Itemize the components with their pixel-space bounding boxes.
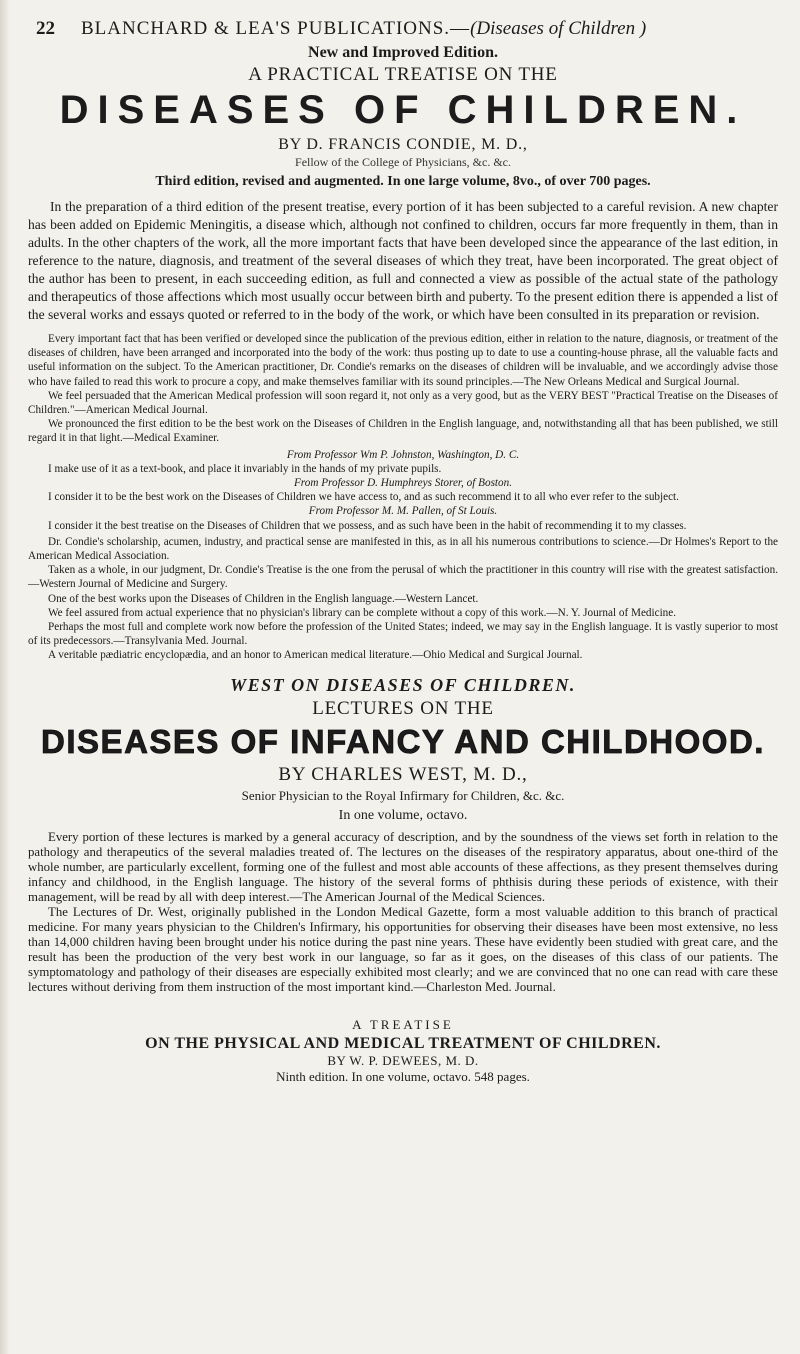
book1-title: DISEASES OF CHILDREN. (59, 88, 747, 132)
book2-title: DISEASES OF INFANCY AND CHILDHOOD. (41, 722, 765, 760)
review-source: From Professor M. M. Pallen, of St Louis. (308, 505, 498, 518)
review-paragraph: Taken as a whole, in our judgment, Dr. Condie's Treatise is the one from the perusal of which the practitioner in this country will rise with the greatest satisfaction.—Western Journal of Medicine and Surgery. (28, 564, 778, 591)
review-paragraph: I make use of it as a text-book, and place it invariably in the hands of my private pupils. (48, 462, 442, 475)
review-paragraph: We feel assured from actual experience that no physician's library can be complete without a copy of this work.—N. Y. Journal of Medicine. (48, 606, 677, 619)
book3-lead: A TREATISE (352, 1016, 454, 1032)
book1-affiliation: Fellow of the College of Physicians, &c. &c. (295, 155, 511, 169)
page-edge-shadow (0, 0, 10, 1354)
review-paragraph: Perhaps the most full and complete work now before the profession of the United States; indeed, we may say in the English language. It is vastly superior to most of its predecessors.—Transylvania Med. Journal. (28, 621, 778, 648)
west-advertisement (28, 675, 778, 995)
book2-lead: LECTURES ON THE (312, 697, 494, 719)
section-label: (Diseases of Children ) (470, 18, 647, 39)
book1-reviews (28, 332, 778, 663)
review-paragraph: Dr. Condie's scholarship, acumen, industry, and practical sense are manifested in this, as in all his numerous contributions to science.—Dr Holmes's Report to the American Medical Association. (28, 535, 778, 563)
review-paragraph: One of the best works upon the Diseases of Children in the English language.—Western Lancet. (48, 592, 479, 605)
book2-volume: In one volume, octavo. (338, 807, 468, 823)
page-number: 22 (36, 18, 55, 39)
condie-advertisement (28, 64, 778, 663)
edition-note: New and Improved Edition. (308, 44, 498, 61)
running-header (36, 18, 778, 40)
book3-author: BY W. P. DEWEES, M. D. (327, 1052, 479, 1068)
book1-edition-info: Third edition, revised and augmented. In one large volume, 8vo., of over 700 pages. (155, 174, 651, 189)
review-paragraph: Every portion of these lectures is marked by a general accuracy of description, and by the soundness of the views set forth in relation to the pathology and therapeutics of the several maladies treated of. The lectures on the diseases of the respiratory apparatus, about one-third of the whole number, are particularly excellent, forming one of the fullest and most able accounts of these affections, as they present themselves during infancy and childhood, in the English language. The history of the several forms of phthisis during these periods of existence, with their management, will be read by all with deep interest.—The American Journal of the Medical Sciences. (28, 829, 778, 904)
review-paragraph: I consider it the best treatise on the Diseases of Children that we possess, and as such have been in the habit of recommending it to my classes. (48, 519, 687, 532)
book3-edition-info: Ninth edition. In one volume, octavo. 548 pages. (276, 1068, 530, 1084)
publisher-line: BLANCHARD & LEA'S PUBLICATIONS.— (81, 18, 471, 39)
dewees-advertisement (28, 1017, 778, 1085)
book1-lead: A PRACTICAL TREATISE ON THE (248, 64, 558, 85)
book2-affiliation: Senior Physician to the Royal Infirmary for Children, &c. &c. (241, 787, 565, 803)
review-paragraph: We pronounced the first edition to be the best work on the Diseases of Children in the English language, and, notwithstanding all that has been published, we still regard it in that light.—Medical Examiner. (28, 418, 778, 445)
book2-author: BY CHARLES WEST, M. D., (278, 763, 528, 785)
book2-reviews (28, 830, 778, 995)
book1-author: BY D. FRANCIS CONDIE, M. D., (278, 136, 528, 153)
book2-section-heading: WEST ON DISEASES OF CHILDREN. (230, 674, 576, 695)
review-paragraph: We feel persuaded that the American Medical profession will soon regard it, not only as a very good, but as the VERY BEST "Practical Treatise on the Diseases of Children."—American Medical Journal. (28, 389, 778, 417)
book1-intro: In the preparation of a third edition of the present treatise, every portion of it has been subjected to a careful revision. A new chapter has been added on Epidemic Meningitis, a disease which, although not confined to children, occurs far more frequently in them, than in adults. In the other chapters of the work, all the more important facts that have been developed since the appearance of the last edition, in reference to the nature, diagnosis, and treatment of the several diseases of which they treat, have been incorporated. The great object of the author has been to present, in each succeeding edition, as full and connected a view as possible of the actual state of the pathology and therapeutics of those affections which most usually occur between birth and puberty. To the present edition there is appended a list of the several works and essays quoted or referred to in the body of the work, or which have been consulted in its preparation or revision. (28, 199, 778, 322)
review-paragraph: I consider it to be the best work on the Diseases of Children we have access to, and as such recommend it to all who ever refer to the subject. (48, 491, 679, 504)
book3-title: ON THE PHYSICAL AND MEDICAL TREATMENT OF CHILDREN. (145, 1034, 661, 1052)
document-page (28, 18, 778, 1085)
review-paragraph: A veritable pædiatric encyclopædia, and an honor to American medical literature.—Ohio Medical and Surgical Journal. (48, 649, 583, 662)
review-paragraph: The Lectures of Dr. West, originally published in the London Medical Gazette, form a most valuable addition to this branch of practical medicine. For many years physician to the Children's Infirmary, his opportunities for observing their diseases have been most extensive, no less than 14,000 children having been brought under his notice during the past nine years. These have evidently been studied with great care, and the result has been the production of the very best work in our language, so far as it goes, on the diseases of this class of our patients. The symptomatology and pathology of their diseases are especially exhibited most clearly; and we are convinced that no one can read with care these lectures without deriving from them instruction of the most important kind.—Charleston Med. Journal. (28, 904, 778, 994)
review-source: From Professor D. Humphreys Storer, of Boston. (293, 477, 513, 490)
review-paragraph: Every important fact that has been verified or developed since the publication of the previous edition, either in relation to the nature, diagnosis, or treatment of the diseases of children, have been arranged and incorporated into the body of the work: thus posting up to date to use a counting-house phrase, all the valuable facts and useful information on the subject. To the American practitioner, Dr. Condie's remarks on the diseases of children will be invaluable, and we accordingly advise those who have failed to read this work to procure a copy, and make themselves familiar with its sound principles.—The New Orleans Medical and Surgical Journal. (28, 333, 778, 388)
review-source: From Professor Wm P. Johnston, Washington, D. C. (286, 448, 520, 461)
